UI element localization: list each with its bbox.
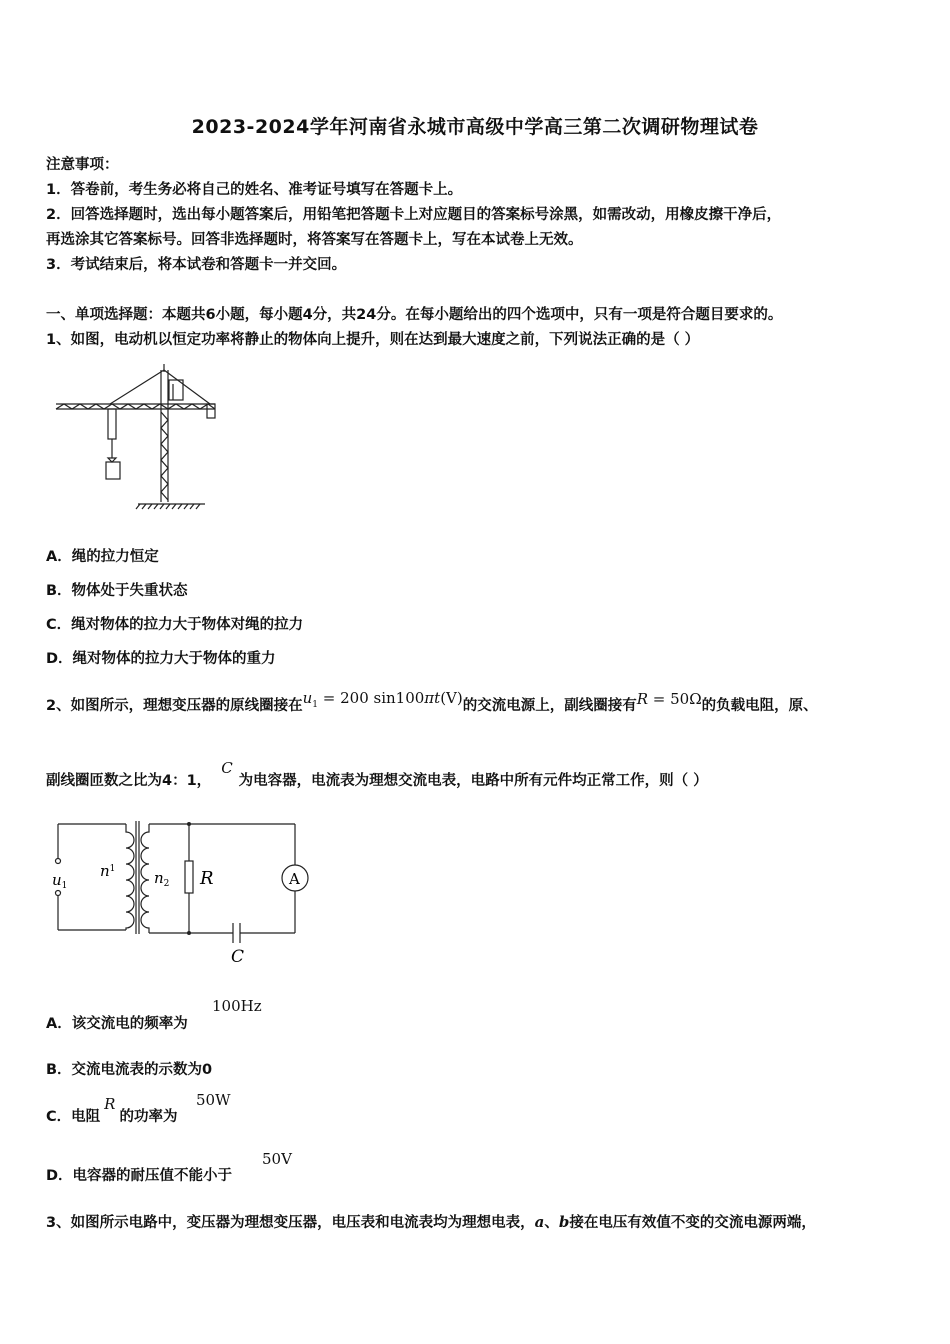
question-3-stem: 3、如图所示电路中，变压器为理想变压器，电压表和电流表均为理想电表，a、b接在电压有效值不变的交流电源两端， <box>46 1213 816 1231</box>
capacitor-label: C <box>231 947 245 967</box>
stem-text: 副线圈匝数之比为4：1， <box>46 773 212 789</box>
notice-item: 1．答卷前，考生务必将自己的姓名、准考证号填写在答题卡上。 <box>46 182 463 198</box>
question-1-stem: 1、如图，电动机以恒定功率将静止的物体向上提升，则在达到最大速度之前，下列说法正确的是（ ） <box>46 332 700 348</box>
option-a: A．该交流电的频率为 <box>46 1016 188 1032</box>
option-d: D．绳对物体的拉力大于物体的重力 <box>46 651 276 667</box>
question-2-stem-line2 <box>46 759 708 790</box>
section-heading: 一、单项选择题：本题共6小题，每小题4分，共24分。在每小题给出的四个选项中，只有一项是符合题目要求的。 <box>46 307 783 323</box>
notice-heading: 注意事项： <box>46 157 119 173</box>
resistor-label: R <box>200 868 214 889</box>
option-c: C．电阻R的功率为 <box>46 1095 178 1125</box>
stem-text: 2、如图所示，理想变压器的原线圈接在 <box>46 698 303 714</box>
notice-item: 3．考试结束后，将本试卷和答题卡一并交回。 <box>46 257 347 273</box>
stem-text: 的交流电源上，副线圈接有 <box>462 698 637 714</box>
n2-label: $n_2$ <box>154 869 170 889</box>
notice-item: 再选涂其它答案标号。回答非选择题时，将答案写在答题卡上，写在本试卷上无效。 <box>46 232 583 248</box>
page-title: 2023-2024学年河南省永城市高级中学高三第二次调研物理试卷 <box>191 116 759 138</box>
option-d: D．电容器的耐压值不能小于 <box>46 1168 233 1184</box>
u1-label: $u_1$ <box>52 871 68 891</box>
option-c: C．绳对物体的拉力大于物体对绳的拉力 <box>46 617 304 633</box>
option-c-value: 50W <box>196 1091 231 1109</box>
formula-u1: $u_1 = 200$ sin100πt(V) <box>302 689 463 710</box>
option-a: A．绳的拉力恒定 <box>46 549 159 565</box>
option-d-value: 50V <box>262 1150 292 1168</box>
notice-item: 2．回答选择题时，选出每小题答案后，用铅笔把答题卡上对应题目的答案标号涂黑，如需改动，用橡皮擦干净后， <box>46 207 782 223</box>
option-b: B．交流电流表的示数为0 <box>46 1062 213 1078</box>
transformer-circuit-figure <box>50 818 305 968</box>
ammeter-label: A <box>289 870 300 888</box>
question-2-stem-line1 <box>46 689 818 717</box>
formula-resistance: R = 50Ω <box>636 690 702 708</box>
n1-label: $n^1$ <box>100 862 116 880</box>
formula-capacitor: C <box>221 759 233 777</box>
stem-text: 为电容器，电流表为理想交流电表，电路中所有元件均正常工作，则（ ） <box>238 773 708 789</box>
stem-text: 的负载电阻，原、 <box>701 698 818 714</box>
option-a-value: 100Hz <box>212 997 262 1015</box>
tower-crane-figure <box>50 362 225 512</box>
option-b: B．物体处于失重状态 <box>46 583 188 599</box>
